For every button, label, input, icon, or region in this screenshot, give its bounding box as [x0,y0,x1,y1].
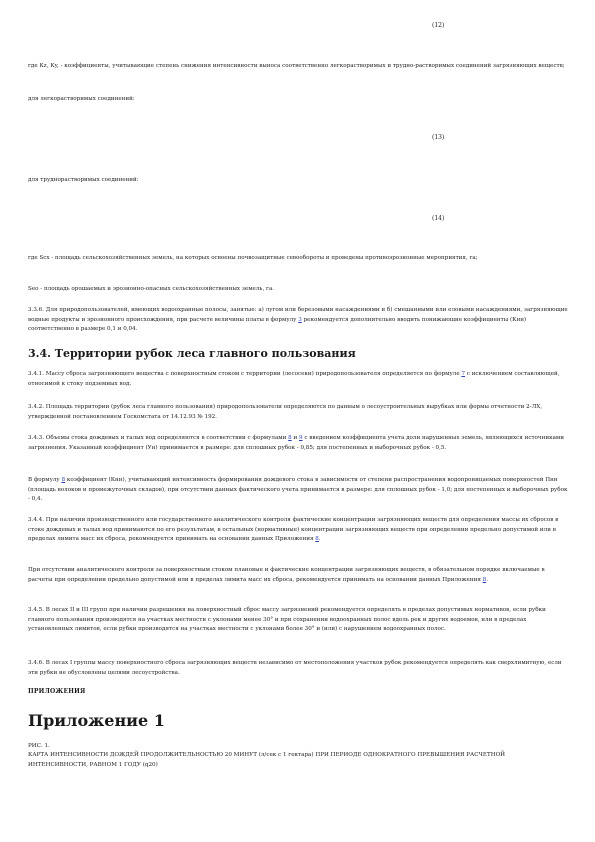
section-heading-3-4: 3.4. Территории рубок леса главного пользования [28,347,356,360]
appendix-1-title: Приложение 1 [28,711,165,730]
coefficient-definition-kz: где Кz, Кy, - коэффициенты, учитывающие степень снижения интенсивности выноса соответственно легкорастворимых и трудно-растворимых соединений загрязняющих веществ; [28,63,565,69]
hard-soluble-label: для труднорастворимых соединений: [28,177,139,183]
equation-number-13: (13) [432,134,445,141]
area-definition-ssx: где Sсх - площадь сельскохозяйственных земель, на которых освоены почвозащитные севообороты и проведены противоэрозионные мероприятия, га; [28,255,478,261]
equation-number-14: (14) [432,215,445,222]
paragraph-3-4-4: 3.4.4. При наличии производственного или государственного аналитического контроля фактические концентрации загрязняющих веществ для определения массы их сбросов в стоке дождевых и талых вод принимаются по его результатам, в остальных (нормативные) концентрации загрязняющих веществ при определении предельно допустимой или в пределах лимита масс их сброса, рекомендуется принимать на основании данных Приложения 8. [28,517,559,543]
formula-link-8[interactable]: 8 [288,435,292,441]
paragraph-3-4-6: 3.4.6. В лесах I группы массу поверхностного сброса загрязняющих веществ независимо от местоположения участков рубок рекомендуется определять как сверхлимитную, если эти рубки не обусловлены целями лесоустройства. [28,660,562,676]
paragraph-no-analytic-control: При отсутствии аналитического контроля за поверхностным стоком плановые и фактические концентрации загрязняющих веществ, в обязательном порядке включаемые в расчеты при определении предельно допустимой или в пределах лимита масс их сброса, рекомендуется принимать на основании данных Приложения 8. [28,567,545,583]
light-soluble-label: для легкорастворимых соединений: [28,96,135,102]
paragraph-3-4-1: 3.4.1. Массу сброса загрязняющего вещества с поверхностным стоком с территории (лесосеки) природопользователя определяется по формуле 7 с исключением составляющей, относимой к стоку подземных вод. [28,371,560,387]
paragraph-3-3-6: 3.3.6. Для природопользователей, имеющих водоохранные полосы, занятые: а) лугом или березовыми насаждениями и б) смешанными или еловыми насаждениями, загрязняющие водные продукты и эрозионного происхождения, при расчете величины платы в формулу 3 рекомендуется дополнительно вводить понижающие коэффициенты (Кнн) соответственно в размере 0,1 и 0,04. [28,307,568,333]
paragraph-3-4-5: 3.4.5. В лесах II и III групп при наличии разрешения на поверхностный сброс массу загрязнений рекомендуется определять в пределах допустимых нормативов, если рубки главного пользования производятся на участках местности с уклонами менее 30° и при сохранении водоохранных полос вдоль рек и других водоемов, или в пределах установленных лимитов, если рубки производятся на участках местности с уклонами более 30° и (или) с нарушением водоохранных полос. [28,607,546,633]
formula-link-3[interactable]: 3 [298,316,302,323]
paragraph-3-4-3: 3.4.3. Объемы стока дождевых и талых вод определяются в соответствии с формулами 8 и 9 с введением коэффициента учета доли нарушенных земель, являющихся источниками загрязнения. Указанный коэффициент (Ун) принимается в размере: для сплошных рубок - 0,85; для постепенных и выборочных рубок - 0,5. [28,435,564,451]
paragraph-3-4-2: 3.4.2. Площадь территории (рубок леса главного пользования) природопользователи определяются по данным о лесоустроительных вырубках или формы отчетности 2-ЛХ, утвержденной постановлением Госкомстата от 14.12.93 № 192. [28,404,542,420]
formula-link-9[interactable]: 9 [299,435,303,441]
appendix-link-8-second[interactable]: 8 [482,576,487,583]
area-definition-seo: Sео - площадь орошаемых и эрозионно-опасных сельскохозяйственных земель, га. [28,286,275,292]
equation-number-12: (12) [432,22,445,29]
formula-link-8-second[interactable]: 8 [61,477,66,483]
appendix-link-8[interactable]: 8 [315,536,319,543]
figure-caption: КАРТА ИНТЕНСИВНОСТИ ДОЖДЕЙ ПРОДОЛЖИТЕЛЬНОСТЬЮ 20 МИНУТ (л/сек с 1 гектара) ПРИ ПЕРИОДЕ ОДНОКРАТНОГО ПРЕВЫШЕНИЯ РАСЧЕТНОЙ ИНТЕНСИВНОСТИ, РАВНОМ 1 ГОДУ (q20) [28,752,506,768]
paragraph-formula-8-coefficient: В формулу 8 коэффициент (Кнн), учитывающий интенсивность формирования дождевого стока в зависимости от степени распространения водопроницаемых поверхностей Пнн (площадь волоков и промежуточных складов), при отсутствии данных фактического учета принимается в размере: для сплошных рубок - 1,0; для постепенных и выборочных рубок - 0,4. [28,477,568,503]
appendices-heading: ПРИЛОЖЕНИЯ [28,688,86,695]
formula-link-7[interactable]: 7 [461,371,465,377]
figure-label: РИС. 1. [28,743,50,749]
